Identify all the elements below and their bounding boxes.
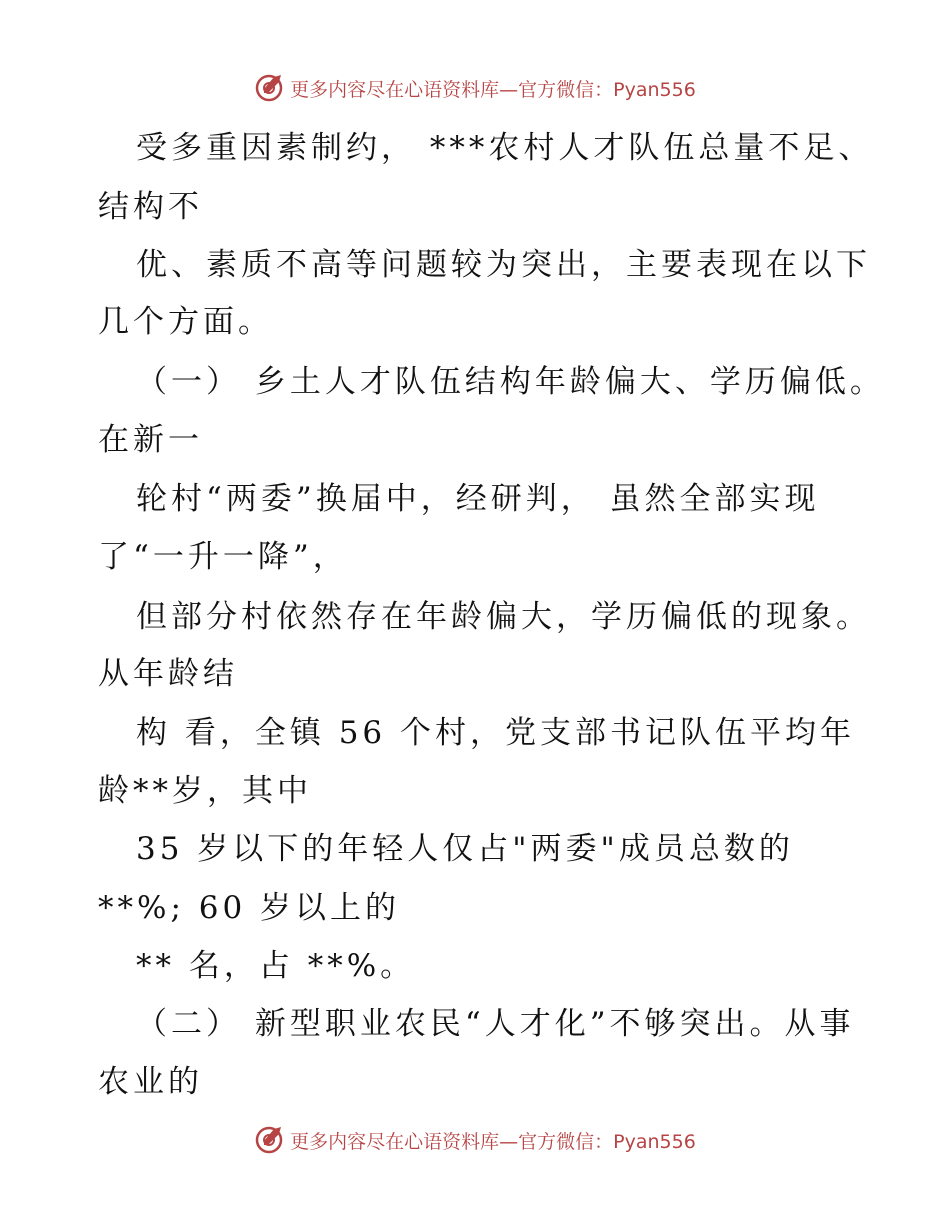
text-line: 从年龄结 bbox=[98, 656, 238, 692]
footer-brand-text: 更多内容尽在心语资料库 bbox=[290, 1130, 500, 1153]
text-line: 了“一升一降”， bbox=[98, 539, 348, 575]
text-line: 优、素质不高等问题较为突出，主要表现在以下 bbox=[136, 247, 871, 283]
header-separator: — bbox=[499, 78, 519, 101]
text-line: 几个方面。 bbox=[98, 304, 273, 340]
text-line: ** 名，占 **%。 bbox=[136, 948, 416, 984]
text-line: 在新一 bbox=[98, 422, 203, 458]
text-line: 轮村“两委”换届中，经研判， 虽然全部实现 bbox=[136, 481, 820, 517]
text-line: 但部分村依然存在年龄偏大，学历偏低的现象。 bbox=[136, 599, 871, 635]
text-line: 受多重因素制约， ***农村人才队伍总量不足、 bbox=[136, 130, 874, 166]
pen-logo-icon bbox=[254, 1125, 284, 1155]
footer-contact-text: 官方微信：Pyan556 bbox=[518, 1130, 696, 1153]
text-line: 35 岁以下的年轻人仅占"两委"成员总数的 bbox=[136, 831, 794, 867]
header-contact-text: 官方微信：Pyan556 bbox=[518, 78, 696, 101]
text-line: 构 看，全镇 56 个村，党支部书记队伍平均年 bbox=[136, 715, 856, 751]
footer-separator: — bbox=[499, 1130, 519, 1153]
text-line: **%; 60 岁以上的 bbox=[98, 890, 401, 926]
text-line: 农业的 bbox=[98, 1064, 203, 1100]
header-brand-text: 更多内容尽在心语资料库 bbox=[290, 78, 500, 101]
text-line: 结构不 bbox=[98, 189, 203, 225]
text-line: （二） 新型职业农民“人才化”不够突出。从事 bbox=[136, 1006, 855, 1042]
text-line: （一） 乡土人才队伍结构年龄偏大、学历偏低。 bbox=[136, 364, 885, 400]
text-line: 龄**岁，其中 bbox=[98, 773, 312, 809]
footer-watermark bbox=[0, 1120, 950, 1160]
